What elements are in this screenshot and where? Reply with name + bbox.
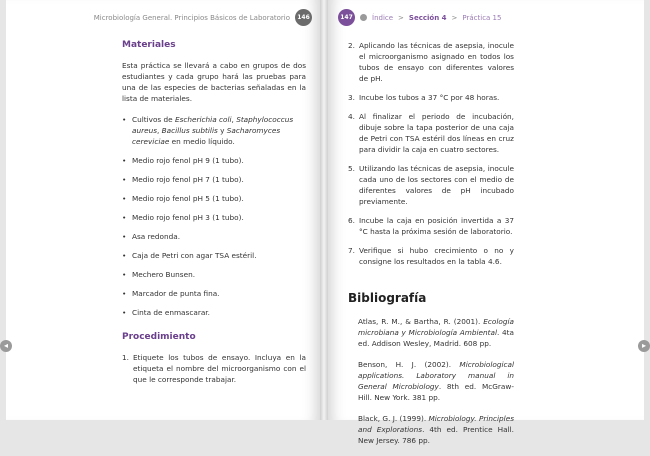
list-item: 4. Al finalizar el periodo de incubación, dibuje sobre la tapa posterior de una caja de Petri con TSA estéril dos líneas en cruz para dividir la caja en cuatro sectores. [348,112,514,154]
procedimiento-heading: Procedimiento [122,332,196,342]
list-item: • Medio rojo fenol pH 9 (1 tubo). [122,155,306,166]
breadcrumb-section-link[interactable]: Sección 4 [408,13,447,22]
right-content [348,40,514,456]
reference-item: Benson, H. J. (2002). Microbiological applications. Laboratory manual in General Microbiology. 8th ed. McGraw-Hill. New York. 381 pp. [358,360,514,402]
page-number-badge-left: 146 [295,9,312,26]
running-header-left [94,9,312,26]
breadcrumb-current: Práctica 15 [462,13,502,22]
breadcrumb-separator: > [398,13,404,22]
steps-list-right [348,40,514,267]
list-item: • Mechero Bunsen. [122,269,306,280]
next-page-arrow-icon[interactable]: ▸ [638,340,650,352]
breadcrumb-separator: > [451,13,458,22]
reference-item: Black, G. J. (1999). Microbiology. Principles and Explorations. 4th ed. Prentice Hall. New Jersey. 786 pp. [358,414,514,445]
list-item: 2. Aplicando las técnicas de asepsia, inocule el microorganismo asignado en todos los tubos de ensayo con diferentes valores de pH. [348,41,514,83]
list-item: 1. Etiquete los tubos de ensayo. Incluya en la etiqueta el nombre del microorganismo con el que le corresponde trabajar. [122,353,306,384]
materiales-heading: Materiales [122,40,176,50]
left-content [122,40,306,393]
list-item: • Marcador de punta fina. [122,288,306,299]
list-item: 3. Incube los tubos a 37 °C por 48 horas. [348,93,500,102]
list-item: • Asa redonda. [122,231,306,242]
list-item: • Cultivos de Escherichia coli, Staphylococcus aureus, Bacillus subtilis y Sacharomyces cereviciae en medio líquido. [122,114,306,147]
bibliografia-heading: Bibliografía [348,291,427,305]
list-item: • Cinta de enmascarar. [122,307,306,318]
materiales-intro: Esta práctica se llevará a cabo en grupos de dos estudiantes y cada grupo hará las pruebas para una de las especies de bacterias señaladas en la lista de materiales. [122,61,306,103]
dot-icon [360,14,367,21]
prev-page-arrow-icon[interactable]: ◂ [0,340,12,352]
materials-list [122,114,306,318]
steps-list-left [122,352,306,385]
list-item: • Medio rojo fenol pH 5 (1 tubo). [122,193,306,204]
list-item: 7. Verifique si hubo crecimiento o no y consigne los resultados en la tabla 4.6. [348,246,514,266]
list-item: • Medio rojo fenol pH 3 (1 tubo). [122,212,306,223]
book-gutter [320,0,328,420]
page-number-badge-right: 147 [338,9,355,26]
list-item: 5. Utilizando las técnicas de asepsia, inocule cada uno de los sectores con el medio de diferentes valores de pH incubado previamente. [348,164,514,206]
right-page [328,0,644,445]
breadcrumb-index-link[interactable]: Índice [372,13,394,22]
list-item: • Medio rojo fenol pH 7 (1 tubo). [122,174,306,185]
list-item: 6. Incube la caja en posición invertida a 37 °C hasta la próxima sesión de laboratorio. [348,216,514,236]
book-title: Microbiología General. Principios Básicos de Laboratorio [93,13,290,22]
list-item: • Caja de Petri con agar TSA estéril. [122,250,306,261]
running-header-right [338,9,501,26]
reference-item: Atlas, R. M., & Bartha, R. (2001). Ecología microbiana y Microbiología Ambiental. 4ta ed. Addison Wesley, Madrid. 608 pp. [358,317,514,348]
left-page [6,0,320,420]
